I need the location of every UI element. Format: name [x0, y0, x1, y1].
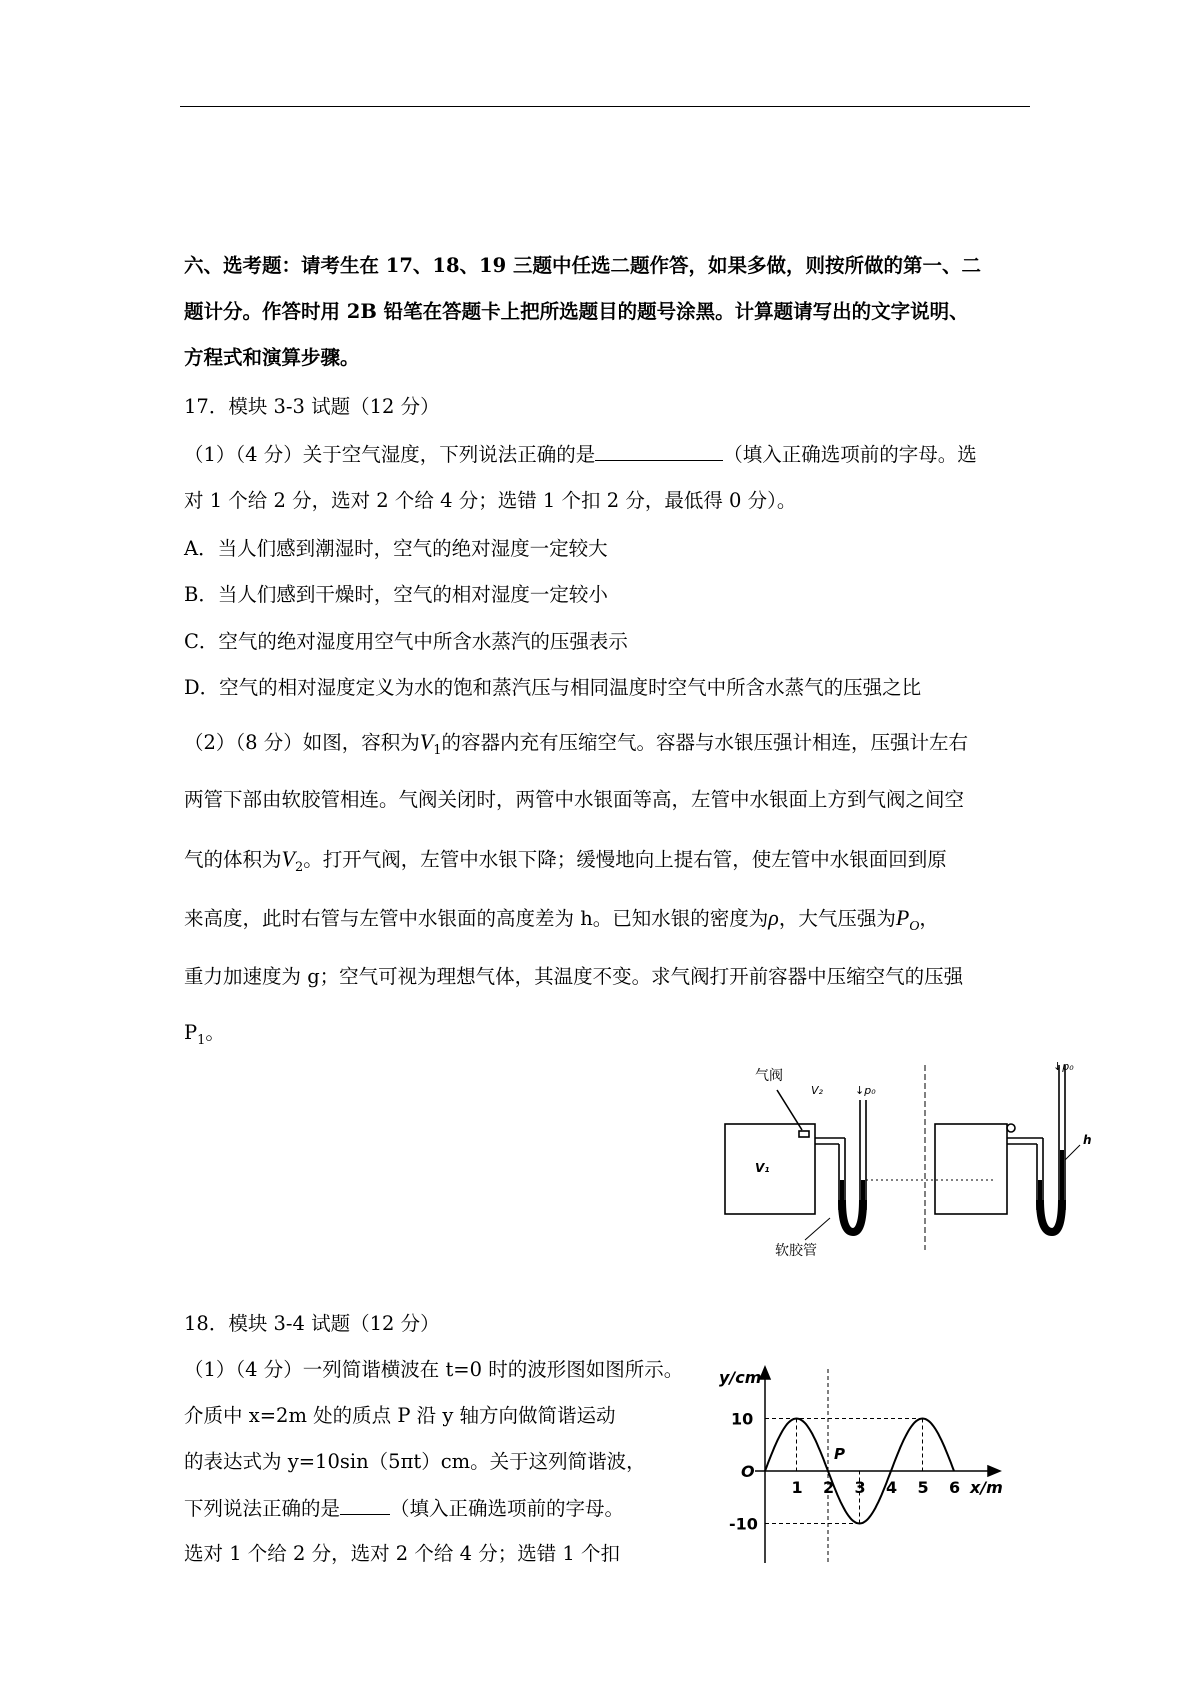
- q17-part2-text: ，大气压强为: [778, 907, 896, 930]
- rubber-hose-left: [842, 1200, 863, 1232]
- q17-part2-text: 。打开气阀，左管中水银下降；缓慢地向上提右管，使左管中水银面回到原: [303, 848, 947, 871]
- q17-part2-text: 。: [205, 1021, 225, 1044]
- valve-icon: [799, 1131, 809, 1137]
- q17-part2-line1: [184, 728, 1024, 765]
- q18-line4-text: 下列说法正确的是: [184, 1497, 341, 1520]
- label-p0-left: ↓p₀: [855, 1084, 876, 1097]
- label-v1: V₁: [755, 1161, 770, 1175]
- x-tick-label: 6: [949, 1478, 961, 1497]
- x-tick-label: 3: [854, 1478, 866, 1497]
- q17-figure: [715, 1060, 1095, 1260]
- page-header-rule: [180, 106, 1030, 107]
- symbol-rho: ρ: [768, 905, 779, 930]
- section6-line1: 六、选考题：请考生在 17、18、19 三题中任选二题作答，如果多做，则按所做的第一、二: [184, 254, 981, 277]
- symbol-v: V: [281, 846, 295, 871]
- mercury-right-setup-right: [1060, 1150, 1064, 1204]
- x-tick-label: 4: [886, 1478, 898, 1497]
- answer-blank: [595, 440, 723, 461]
- origin-label: O: [741, 1462, 755, 1481]
- symbol-v1-subscript: 1: [433, 742, 442, 758]
- q18-line2: 介质中 x=2m 处的质点 P 沿 y 轴方向做简谐运动: [184, 1404, 616, 1427]
- q18-line1: （1）（4 分）一列简谐横波在 t=0 时的波形图如图所示。: [184, 1358, 684, 1381]
- q17-part1-text-b: （填入正确选项前的字母。选: [723, 443, 977, 466]
- q18-title: 18．模块 3-4 试题（12 分）: [184, 1312, 440, 1335]
- q17-part2-line4: [184, 904, 1024, 941]
- mercury-left-tube: [840, 1180, 844, 1204]
- q17-option-a: A．当人们感到潮湿时，空气的绝对湿度一定较大: [184, 537, 608, 560]
- q17-part2-text: 来高度，此时右管与左管中水银面的高度差为 h。已知水银的密度为: [184, 907, 769, 930]
- q18-line4-text: （填入正确选项前的字母。: [390, 1497, 625, 1520]
- x-tick-label: 5: [917, 1478, 929, 1497]
- q17-part2-text: ，: [919, 907, 939, 930]
- q17-option-b: B．当人们感到干燥时，空气的相对湿度一定较小: [184, 583, 608, 606]
- q18-line5: 选对 1 个给 2 分，选对 2 个给 4 分；选错 1 个扣: [184, 1542, 621, 1565]
- x-tick-label: 2: [823, 1478, 835, 1497]
- label-p0-right: ↓p₀: [1053, 1060, 1074, 1073]
- y-tick-label: 10: [731, 1409, 754, 1429]
- h-leader-line: [1065, 1145, 1080, 1160]
- mercury-right-tube: [861, 1180, 865, 1204]
- label-hose: 软胶管: [775, 1243, 817, 1259]
- point-p-label: P: [834, 1445, 845, 1463]
- x-axis-label: x/m: [970, 1478, 1003, 1497]
- label-v2: V₂: [811, 1084, 823, 1097]
- symbol-v: V: [419, 729, 434, 754]
- section6-line2: 题计分。作答时用 2B 铅笔在答题卡上把所选题目的题号涂黑。计算题请写出的文字说明、: [184, 300, 969, 323]
- rubber-hose-right: [1040, 1200, 1062, 1232]
- y-axis-label: y/cm: [719, 1368, 762, 1387]
- wave-chart: [719, 1365, 1075, 1570]
- section6-line3: 方程式和演算步骤。: [184, 346, 360, 369]
- q17-part2-line5: 重力加速度为 g；空气可视为理想气体，其温度不变。求气阀打开前容器中压缩空气的压强: [184, 965, 964, 988]
- q17-part2-text: 气的体积为: [184, 848, 282, 871]
- container-v1-right: [935, 1124, 1007, 1214]
- label-h: h: [1083, 1133, 1092, 1147]
- symbol-p: P: [895, 905, 910, 930]
- q17-part2-line6: [184, 1019, 1024, 1055]
- q17-part1-text-a: （1）（4 分）关于空气湿度，下列说法正确的是: [184, 443, 596, 466]
- q17-part2-line2: 两管下部由软胶管相连。气阀关闭时，两管中水银面等高，左管中水银面上方到气阀之间空: [184, 788, 965, 811]
- q17-part2-text: （2）（8 分）如图，容积为: [184, 731, 420, 754]
- mercury-right-setup-left: [1038, 1180, 1042, 1204]
- open-valve-icon: [1007, 1124, 1015, 1132]
- x-tick-label: 1: [791, 1478, 803, 1497]
- q17-part1-line1: [184, 440, 1024, 469]
- q17-option-d: D．空气的相对湿度定义为水的饱和蒸汽压与相同温度时空气中所含水蒸气的压强之比: [184, 676, 922, 699]
- wave-chart-axes: [755, 1367, 1000, 1563]
- hose-leader-line: [805, 1218, 830, 1240]
- y-tick-label: -10: [729, 1514, 758, 1534]
- label-valve: 气阀: [755, 1068, 783, 1084]
- answer-blank: [340, 1494, 390, 1515]
- symbol-p1: P: [184, 1021, 198, 1044]
- wave-chart-guides: [765, 1369, 923, 1563]
- q17-part2-line3: [184, 845, 1024, 882]
- q17-part2-text: 的容器内充有压缩空气。容器与水银压强计相连，压强计左右: [441, 731, 969, 754]
- symbol-p0-subscript: O: [909, 918, 920, 934]
- symbol-p1-subscript: 1: [197, 1032, 206, 1048]
- y-axis-arrow: [760, 1367, 770, 1379]
- q17-option-c: C．空气的绝对湿度用空气中所含水蒸汽的压强表示: [184, 630, 628, 653]
- q17-title: 17．模块 3-3 试题（12 分）: [184, 395, 440, 418]
- x-axis-arrow: [988, 1466, 1000, 1476]
- symbol-v2-subscript: 2: [294, 859, 304, 875]
- q18-line3: 的表达式为 y=10sin（5πt）cm。关于这列简谐波，: [184, 1450, 646, 1473]
- q17-part1-line2: 对 1 个给 2 分，选对 2 个给 4 分；选错 1 个扣 2 分，最低得 0 分）。: [184, 489, 797, 512]
